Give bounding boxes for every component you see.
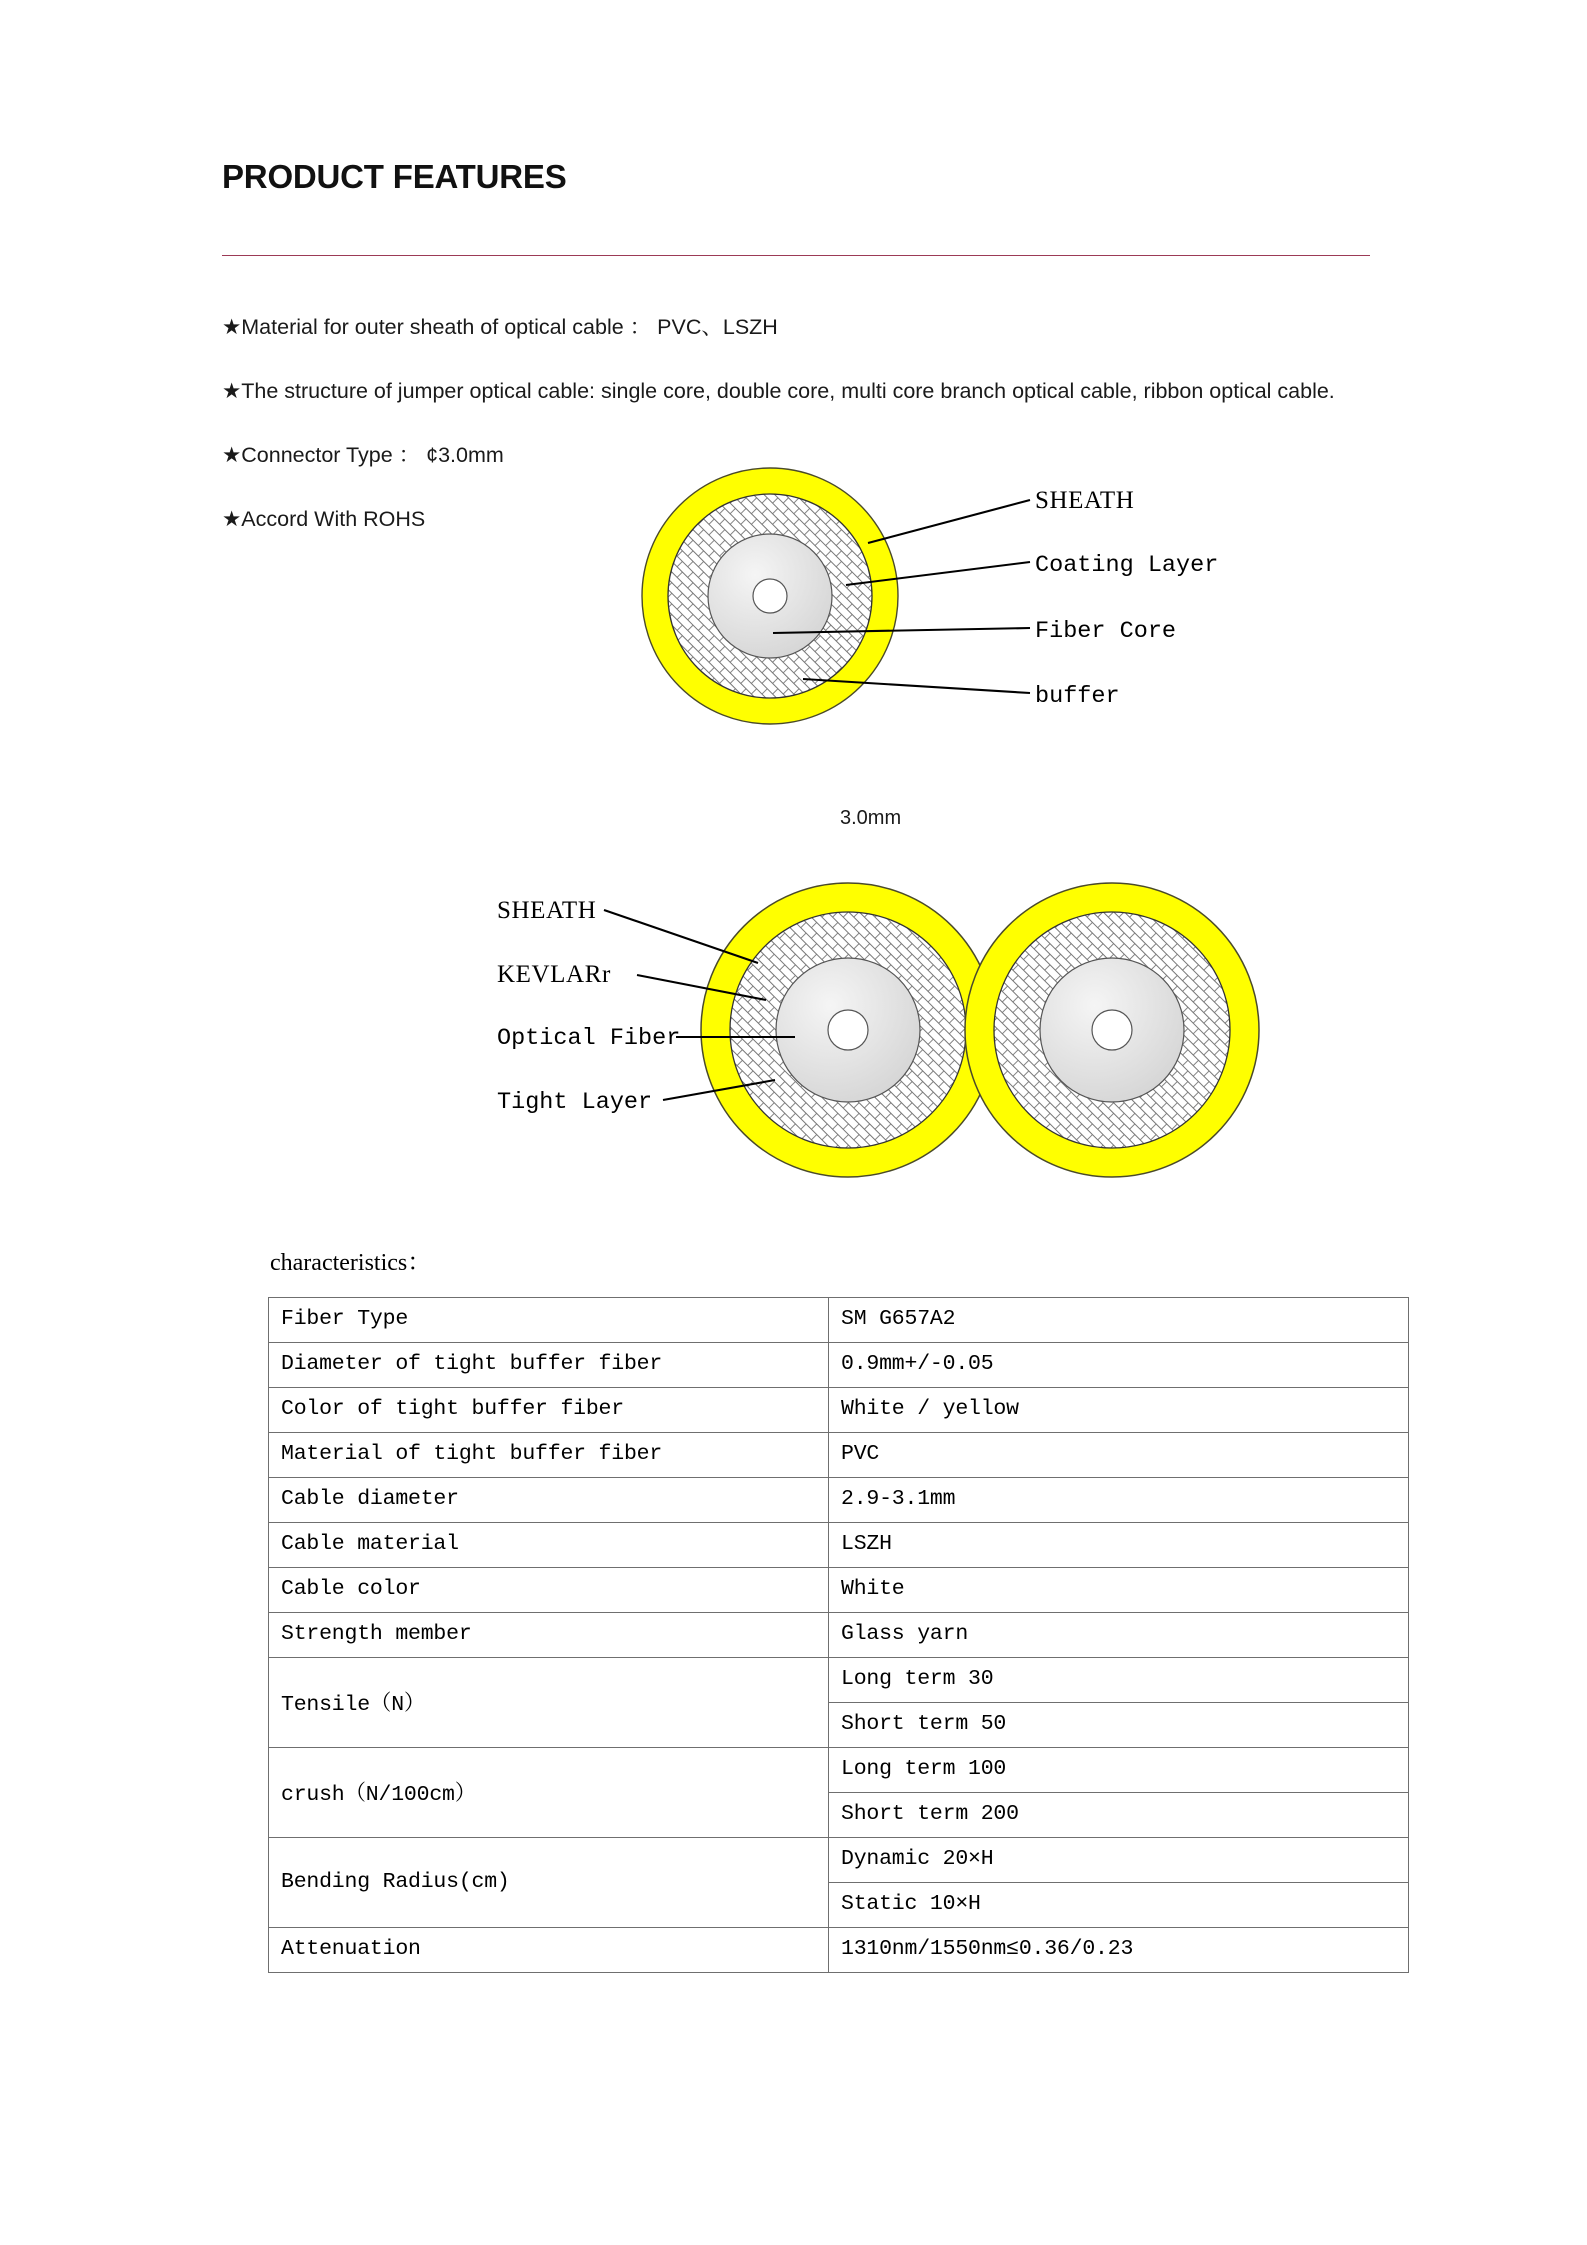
spec-key: Cable material xyxy=(269,1523,829,1568)
spec-value: 0.9mm+/-0.05 xyxy=(829,1343,1409,1388)
spec-value: 1310nm/1550nm≤0.36/0.23 xyxy=(829,1928,1409,1973)
spec-value: Short term 200 xyxy=(829,1793,1409,1838)
spec-value: PVC xyxy=(829,1433,1409,1478)
feature-item-connector: ★Connector Type ： ¢3.0mm xyxy=(222,443,504,467)
spec-value: Short term 50 xyxy=(829,1703,1409,1748)
spec-value: White xyxy=(829,1568,1409,1613)
label-sheath-duplex: SHEATH xyxy=(497,897,597,924)
table-row xyxy=(269,1748,1409,1793)
label-optical-fiber: Optical Fiber xyxy=(497,1025,681,1052)
page-title: PRODUCT FEATURES xyxy=(222,158,567,195)
duplex-right-optical-fiber xyxy=(1092,1010,1132,1050)
spec-key: Fiber Type xyxy=(269,1298,829,1343)
table-row xyxy=(269,1523,1409,1568)
label-coating-layer: Coating Layer xyxy=(1035,552,1219,579)
spec-key: Tensile（N） xyxy=(269,1658,829,1748)
table-row xyxy=(269,1433,1409,1478)
label-buffer: buffer xyxy=(1035,683,1120,710)
feature-item-structure: ★The structure of jumper optical cable: single core, double core, multi core branch optical cable, ribbon optical cable. xyxy=(222,379,1335,403)
spec-value: Glass yarn xyxy=(829,1613,1409,1658)
spec-key: Material of tight buffer fiber xyxy=(269,1433,829,1478)
table-row xyxy=(269,1613,1409,1658)
table-row xyxy=(269,1343,1409,1388)
spec-key: Cable color xyxy=(269,1568,829,1613)
label-sheath-simplex: SHEATH xyxy=(1035,487,1135,514)
spec-value: Long term 100 xyxy=(829,1748,1409,1793)
spec-value: White / yellow xyxy=(829,1388,1409,1433)
spec-value: LSZH xyxy=(829,1523,1409,1568)
feature-item-material: ★Material for outer sheath of optical cable ： PVC、LSZH xyxy=(222,315,778,339)
label-tight-layer: Tight Layer xyxy=(497,1089,653,1116)
spec-key: Cable diameter xyxy=(269,1478,829,1523)
spec-value: SM G657A2 xyxy=(829,1298,1409,1343)
table-row xyxy=(269,1658,1409,1703)
spec-key: Strength member xyxy=(269,1613,829,1658)
spec-value: Dynamic 20×H xyxy=(829,1838,1409,1883)
spec-value: Long term 30 xyxy=(829,1658,1409,1703)
table-caption: characteristics： xyxy=(270,1250,432,1276)
spec-key: Bending Radius(cm) xyxy=(269,1838,829,1928)
simplex-leader-lines xyxy=(640,440,1060,760)
specifications-table xyxy=(268,1297,1409,1973)
spec-key: crush（N/100cm） xyxy=(269,1748,829,1838)
title-divider xyxy=(222,255,1370,256)
specifications-table-body xyxy=(269,1298,1409,1973)
table-row xyxy=(269,1478,1409,1523)
table-row xyxy=(269,1298,1409,1343)
spec-key: Attenuation xyxy=(269,1928,829,1973)
label-fiber-core: Fiber Core xyxy=(1035,618,1177,645)
diagram-caption-diameter: 3.0mm xyxy=(840,807,902,829)
table-row xyxy=(269,1388,1409,1433)
spec-key: Diameter of tight buffer fiber xyxy=(269,1343,829,1388)
table-row xyxy=(269,1928,1409,1973)
feature-item-rohs: ★Accord With ROHS xyxy=(222,507,426,531)
label-kevlar: KEVLARr xyxy=(497,961,611,988)
spec-key: Color of tight buffer fiber xyxy=(269,1388,829,1433)
table-row xyxy=(269,1838,1409,1883)
spec-value: 2.9-3.1mm xyxy=(829,1478,1409,1523)
table-row xyxy=(269,1568,1409,1613)
spec-value: Static 10×H xyxy=(829,1883,1409,1928)
